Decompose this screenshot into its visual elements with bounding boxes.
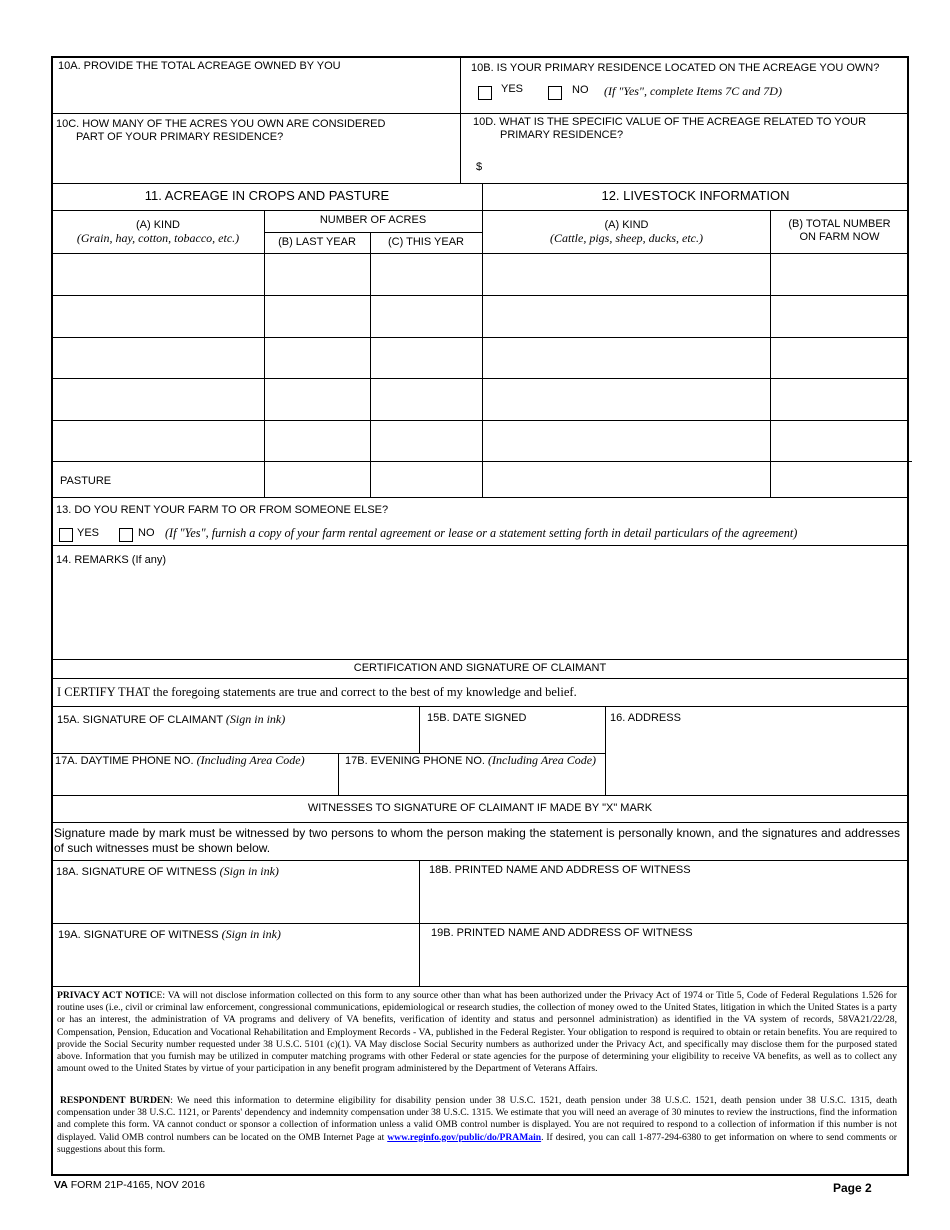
section-12-title: 12. LIVESTOCK INFORMATION (601, 188, 790, 203)
field-18a-label: 18A. SIGNATURE OF WITNESS (Sign in ink) (56, 864, 279, 878)
pasture-last-year[interactable] (265, 462, 369, 496)
col-11c-header: (C) THIS YEAR (388, 236, 464, 248)
field-13-no-checkbox[interactable] (119, 528, 133, 542)
col-11-number-of-acres: NUMBER OF ACRES (319, 214, 427, 226)
col-12b-header: (B) TOTAL NUMBER ON FARM NOW (788, 218, 891, 243)
livestock-row-3-kind[interactable] (483, 338, 769, 377)
livestock-row-1-kind[interactable] (483, 254, 769, 294)
page-number: Page 2 (833, 1181, 872, 1195)
field-10b-yes-checkbox[interactable] (478, 86, 492, 100)
field-15b-date-input[interactable] (420, 726, 604, 752)
field-13-label: 13. DO YOU RENT YOUR FARM TO OR FROM SOMEONE ELSE? (56, 504, 389, 516)
section-11-title: 11. ACREAGE IN CROPS AND PASTURE (144, 188, 390, 203)
livestock-row-4-kind[interactable] (483, 379, 769, 419)
field-16-address-input[interactable] (606, 726, 907, 794)
crop-row-2-last-year[interactable] (265, 296, 369, 336)
crop-row-3-kind[interactable] (53, 338, 263, 377)
field-19b-name-address-input[interactable] (420, 942, 907, 985)
field-10d-label: 10D. WHAT IS THE SPECIFIC VALUE OF THE ACREAGE RELATED TO YOUR PRIMARY RESIDENCE? (473, 116, 867, 141)
field-15b-label: 15B. DATE SIGNED (427, 712, 527, 724)
field-19a-label: 19A. SIGNATURE OF WITNESS (Sign in ink) (58, 927, 281, 941)
field-14-label: 14. REMARKS (If any) (56, 554, 167, 566)
livestock-row-6-kind[interactable] (483, 462, 769, 496)
crop-row-5-last-year[interactable] (265, 421, 369, 460)
field-10d-input[interactable] (488, 150, 906, 182)
pasture-label: PASTURE (60, 475, 112, 487)
crop-row-5-kind[interactable] (53, 421, 263, 460)
form-number: VA FORM 21P-4165, NOV 2016 (54, 1179, 205, 1191)
crop-row-4-kind[interactable] (53, 379, 263, 419)
crop-row-1-last-year[interactable] (265, 254, 369, 294)
livestock-row-2-kind[interactable] (483, 296, 769, 336)
pasture-this-year[interactable] (371, 462, 481, 496)
field-14-remarks-input[interactable] (53, 570, 907, 658)
livestock-row-6-total[interactable] (771, 462, 907, 496)
field-10b-label: 10B. IS YOUR PRIMARY RESIDENCE LOCATED ON THE ACREAGE YOU OWN? (471, 62, 880, 74)
field-10c-input[interactable] (53, 146, 458, 182)
crop-row-3-last-year[interactable] (265, 338, 369, 377)
field-17a-label: 17A. DAYTIME PHONE NO. (Including Area Code) (55, 753, 305, 767)
certification-header: CERTIFICATION AND SIGNATURE OF CLAIMANT (353, 662, 607, 674)
field-10b-yes-label: YES (501, 83, 524, 95)
field-15a-signature-input[interactable] (53, 728, 418, 752)
field-17b-label: 17B. EVENING PHONE NO. (Including Area Code) (345, 753, 597, 767)
livestock-row-3-total[interactable] (771, 338, 907, 377)
col-12a-header: (A) KIND (Cattle, pigs, sheep, ducks, etc.) (550, 219, 703, 245)
privacy-act-notice: PRIVACY ACT NOTICE: VA will not disclose information collected on this form to any source other than what has been authorized under the Privacy Act of 1974 or Title 5, Code of Federal Regulations 1.526 for routine uses (i.e., civil or criminal law enforcement, congressional communications, epidemiological or research studies, the collection of money owed to the United States, litigation in which the United States is a party or has an interest, the administration of VA programs and delivery of VA benefits, verification of identity and status and personnel administration) as identified in the VA system of records, 58VA21/22/28, Compensation, Pension, Education and Vocational Rehabilitation and Employment Records - VA, published in the Federal Register. Your obligation to respond is required to obtain or retain benefits. You are required to provide the Social Security number requested under 38 U.S.C. 5101 (c)(1). VA May disclose Social Security numbers as authorized under the Privacy Act, and specifically may disclose them for the purposed stated above. Information that you furnish may be utilized in computer matching programs with other Federal or state agencies for the purpose of determining your eligibility to receive VA benefits, as well as to collect any amount owed to the United States by virtue of your participation in any benefit program administered by the Department of Veterans Affairs. (57, 990, 897, 1075)
crop-row-1-this-year[interactable] (371, 254, 481, 294)
livestock-row-1-total[interactable] (771, 254, 907, 294)
field-10c-label: 10C. HOW MANY OF THE ACRES YOU OWN ARE CONSIDERED PART OF YOUR PRIMARY RESIDENCE? (56, 118, 386, 143)
field-10b-no-label: NO (572, 84, 589, 96)
reginfo-link[interactable]: www.reginfo.gov/public/do/PRAMain (387, 1131, 542, 1143)
field-10b-no-checkbox[interactable] (548, 86, 562, 100)
field-18b-name-address-input[interactable] (420, 879, 907, 922)
livestock-row-4-total[interactable] (771, 379, 907, 419)
livestock-row-5-total[interactable] (771, 421, 907, 460)
crop-row-3-this-year[interactable] (371, 338, 481, 377)
livestock-row-5-kind[interactable] (483, 421, 769, 460)
field-19b-label: 19B. PRINTED NAME AND ADDRESS OF WITNESS (431, 927, 693, 939)
field-16-label: 16. ADDRESS (610, 712, 681, 724)
field-17a-phone-input[interactable] (53, 770, 337, 794)
field-13-yes-label: YES (77, 527, 100, 539)
field-10a-input[interactable] (53, 75, 458, 112)
field-18b-label: 18B. PRINTED NAME AND ADDRESS OF WITNESS (429, 864, 691, 876)
crop-row-5-this-year[interactable] (371, 421, 481, 460)
witnesses-intro: Signature made by mark must be witnessed by two persons to whom the person making the statement is personally known, and the signatures and addresses of such witnesses must be shown below. (54, 826, 900, 855)
field-10b-note: (If "Yes", complete Items 7C and 7D) (604, 84, 782, 98)
field-13-no-label: NO (138, 527, 155, 539)
field-18a-signature-input[interactable] (53, 880, 418, 922)
crop-row-4-this-year[interactable] (371, 379, 481, 419)
field-10a-label: 10A. PROVIDE THE TOTAL ACREAGE OWNED BY YOU (58, 60, 341, 72)
witnesses-header: WITNESSES TO SIGNATURE OF CLAIMANT IF MADE BY "X" MARK (307, 802, 653, 814)
certification-statement: I CERTIFY THAT the foregoing statements are true and correct to the best of my knowledge and belief. (57, 685, 577, 699)
field-13-yes-checkbox[interactable] (59, 528, 73, 542)
livestock-row-2-total[interactable] (771, 296, 907, 336)
crop-row-2-this-year[interactable] (371, 296, 481, 336)
col-11a-header: (A) KIND (Grain, hay, cotton, tobacco, etc.) (76, 219, 240, 245)
respondent-burden: RESPONDENT BURDEN: We need this information to determine eligibility for disability pension under 38 U.S.C. 1521, death pension under 38 U.S.C. 1521, death pension under 38 U.S.C. 1315, death compensation under 38 U.S.C. 1121, or Parents' dependency and indemnity compensation under 38 U.S.C. 1315. We estimate that you will need an average of 30 minutes to review the instructions, find the information and complete this form. VA cannot conduct or sponsor a collection of information unless a valid OMB control number is displayed. You are not required to respond to a collection of information if this number is not displayed. Valid OMB control numbers can be located on the OMB Internet Page at www.reginfo.gov/public/do/PRAMain. If desired, you can call 1-877-294-6380 to get information on where to send comments or suggestions about this form. (57, 1095, 897, 1155)
field-10d-dollar: $ (476, 161, 483, 173)
crop-row-1-kind[interactable] (53, 254, 263, 294)
crop-row-4-last-year[interactable] (265, 379, 369, 419)
crop-row-2-kind[interactable] (53, 296, 263, 336)
field-17b-phone-input[interactable] (339, 770, 604, 794)
field-15a-label: 15A. SIGNATURE OF CLAIMANT (Sign in ink) (57, 712, 286, 726)
col-11b-header: (B) LAST YEAR (278, 236, 356, 248)
field-13-note: (If "Yes", furnish a copy of your farm rental agreement or lease or a statement setting forth in detail particulars of the agreement) (165, 526, 798, 540)
field-19a-signature-input[interactable] (53, 943, 418, 985)
